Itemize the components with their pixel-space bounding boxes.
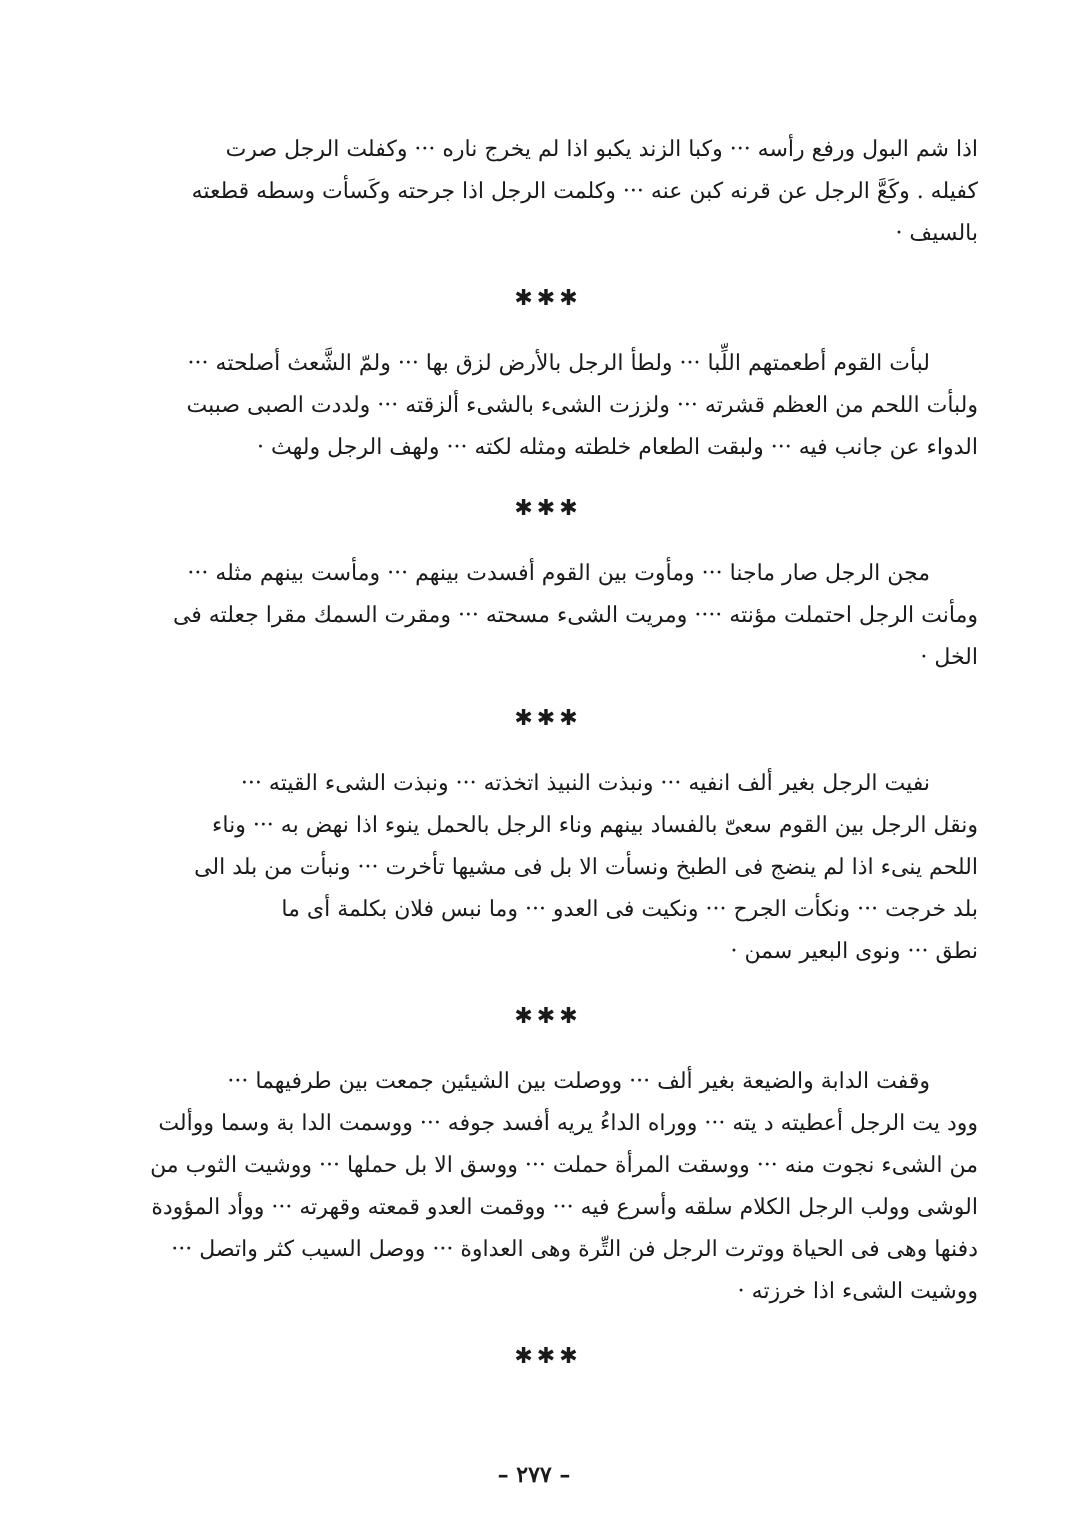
section-separator: ✱✱✱ xyxy=(514,496,582,521)
text-line: ونقل الرجل بين القوم سعىّ بالفساد بينهم وناء الرجل بالحمل ينوء اذا نهض به ··· وناء xyxy=(212,813,978,838)
section-separator: ✱✱✱ xyxy=(514,706,582,731)
text-line: اللحم ينىء اذا لم ينضج فى الطبخ ونسأت الا بل فى مشيها تأخرت ··· ونبأت من بلد الى xyxy=(194,855,978,880)
text-line: الخل · xyxy=(920,645,978,670)
page-number: – ٢٧٧ – xyxy=(497,1462,571,1488)
text-line: اذا شم البول ورفع رأسه ··· وكبا الزند يكبو اذا لم يخرج ناره ··· وكفلت الرجل صرت xyxy=(225,137,978,162)
text-line: الدواء عن جانب فيه ··· ولبقت الطعام خلطته ومثله لكته ··· ولهف الرجل ولهث · xyxy=(257,435,978,460)
text-line: وقفت الدابة والضيعة بغير ألف ··· ووصلت بين الشيئين جمعت بين طرفيهما ··· xyxy=(227,1069,930,1094)
text-line: نفيت الرجل بغير ألف انفيه ··· ونبذت النبيذ اتخذته ··· ونبذت الشىء القيته ··· xyxy=(240,771,930,796)
text-line: لبأت القوم أطعمتهم اللِّبا ··· ولطأ الرجل بالأرض لزق بها ··· ولمّ الشَّعث أصلحته ··· xyxy=(187,351,930,376)
text-line: مجن الرجل صار ماجنا ··· ومأوت بين القوم أفسدت بينهم ··· ومأست بينهم مثله ··· xyxy=(187,561,930,586)
paragraph-2 xyxy=(118,343,978,469)
text-line: الوشى وولب الرجل الكلام سلقه وأسرع فيه ··· ووقمت العدو قمعته وقهرته ··· ووأد المؤودة xyxy=(151,1195,978,1220)
text-line: بلد خرجت ··· ونكأت الجرح ··· ونكيت فى العدو ··· وما نبس فلان بكلمة أى ما xyxy=(281,897,978,922)
text-line: وود يت الرجل أعطيته د يته ··· ووراه الداءُ يريه أفسد جوفه ··· ووسمت الدا بة وسما ووألت xyxy=(158,1111,978,1136)
text-line: كفيله . وكَعَّ الرجل عن قرنه كبن عنه ··· وكلمت الرجل اذا جرحته وكَسأت وسطه قطعته xyxy=(191,179,978,204)
text-line: من الشىء نجوت منه ··· ووسقت المرأة حملت ··· ووسق الا بل حملها ··· ووشيت الثوب من xyxy=(150,1153,978,1178)
section-separator: ✱✱✱ xyxy=(514,286,582,311)
text-line: دفنها وهى فى الحياة ووترت الرجل فن التِّرة وهى العداوة ··· ووصل السيب كثر واتصل ··· xyxy=(171,1237,978,1262)
text-line: ولبأت اللحم من العظم قشرته ··· ولززت الشىء بالشىء ألزقته ··· ولددت الصبى صببت xyxy=(186,393,978,418)
paragraph-5 xyxy=(118,1061,978,1313)
paragraph-1 xyxy=(118,129,978,255)
text-line: ومأنت الرجل احتملت مؤنته ···· ومريت الشىء مسحته ··· ومقرت السمك مقرا جعلته فى xyxy=(172,603,978,628)
text-line: بالسيف · xyxy=(895,221,978,246)
paragraph-3 xyxy=(118,553,978,679)
page-body xyxy=(118,118,978,1367)
text-line: نطق ··· ونوى البعير سمن · xyxy=(730,939,978,964)
paragraph-4 xyxy=(118,763,978,973)
section-separator: ✱✱✱ xyxy=(514,1344,582,1369)
section-separator: ✱✱✱ xyxy=(514,1004,582,1029)
text-line: ووشيت الشىء اذا خرزته · xyxy=(737,1279,978,1304)
